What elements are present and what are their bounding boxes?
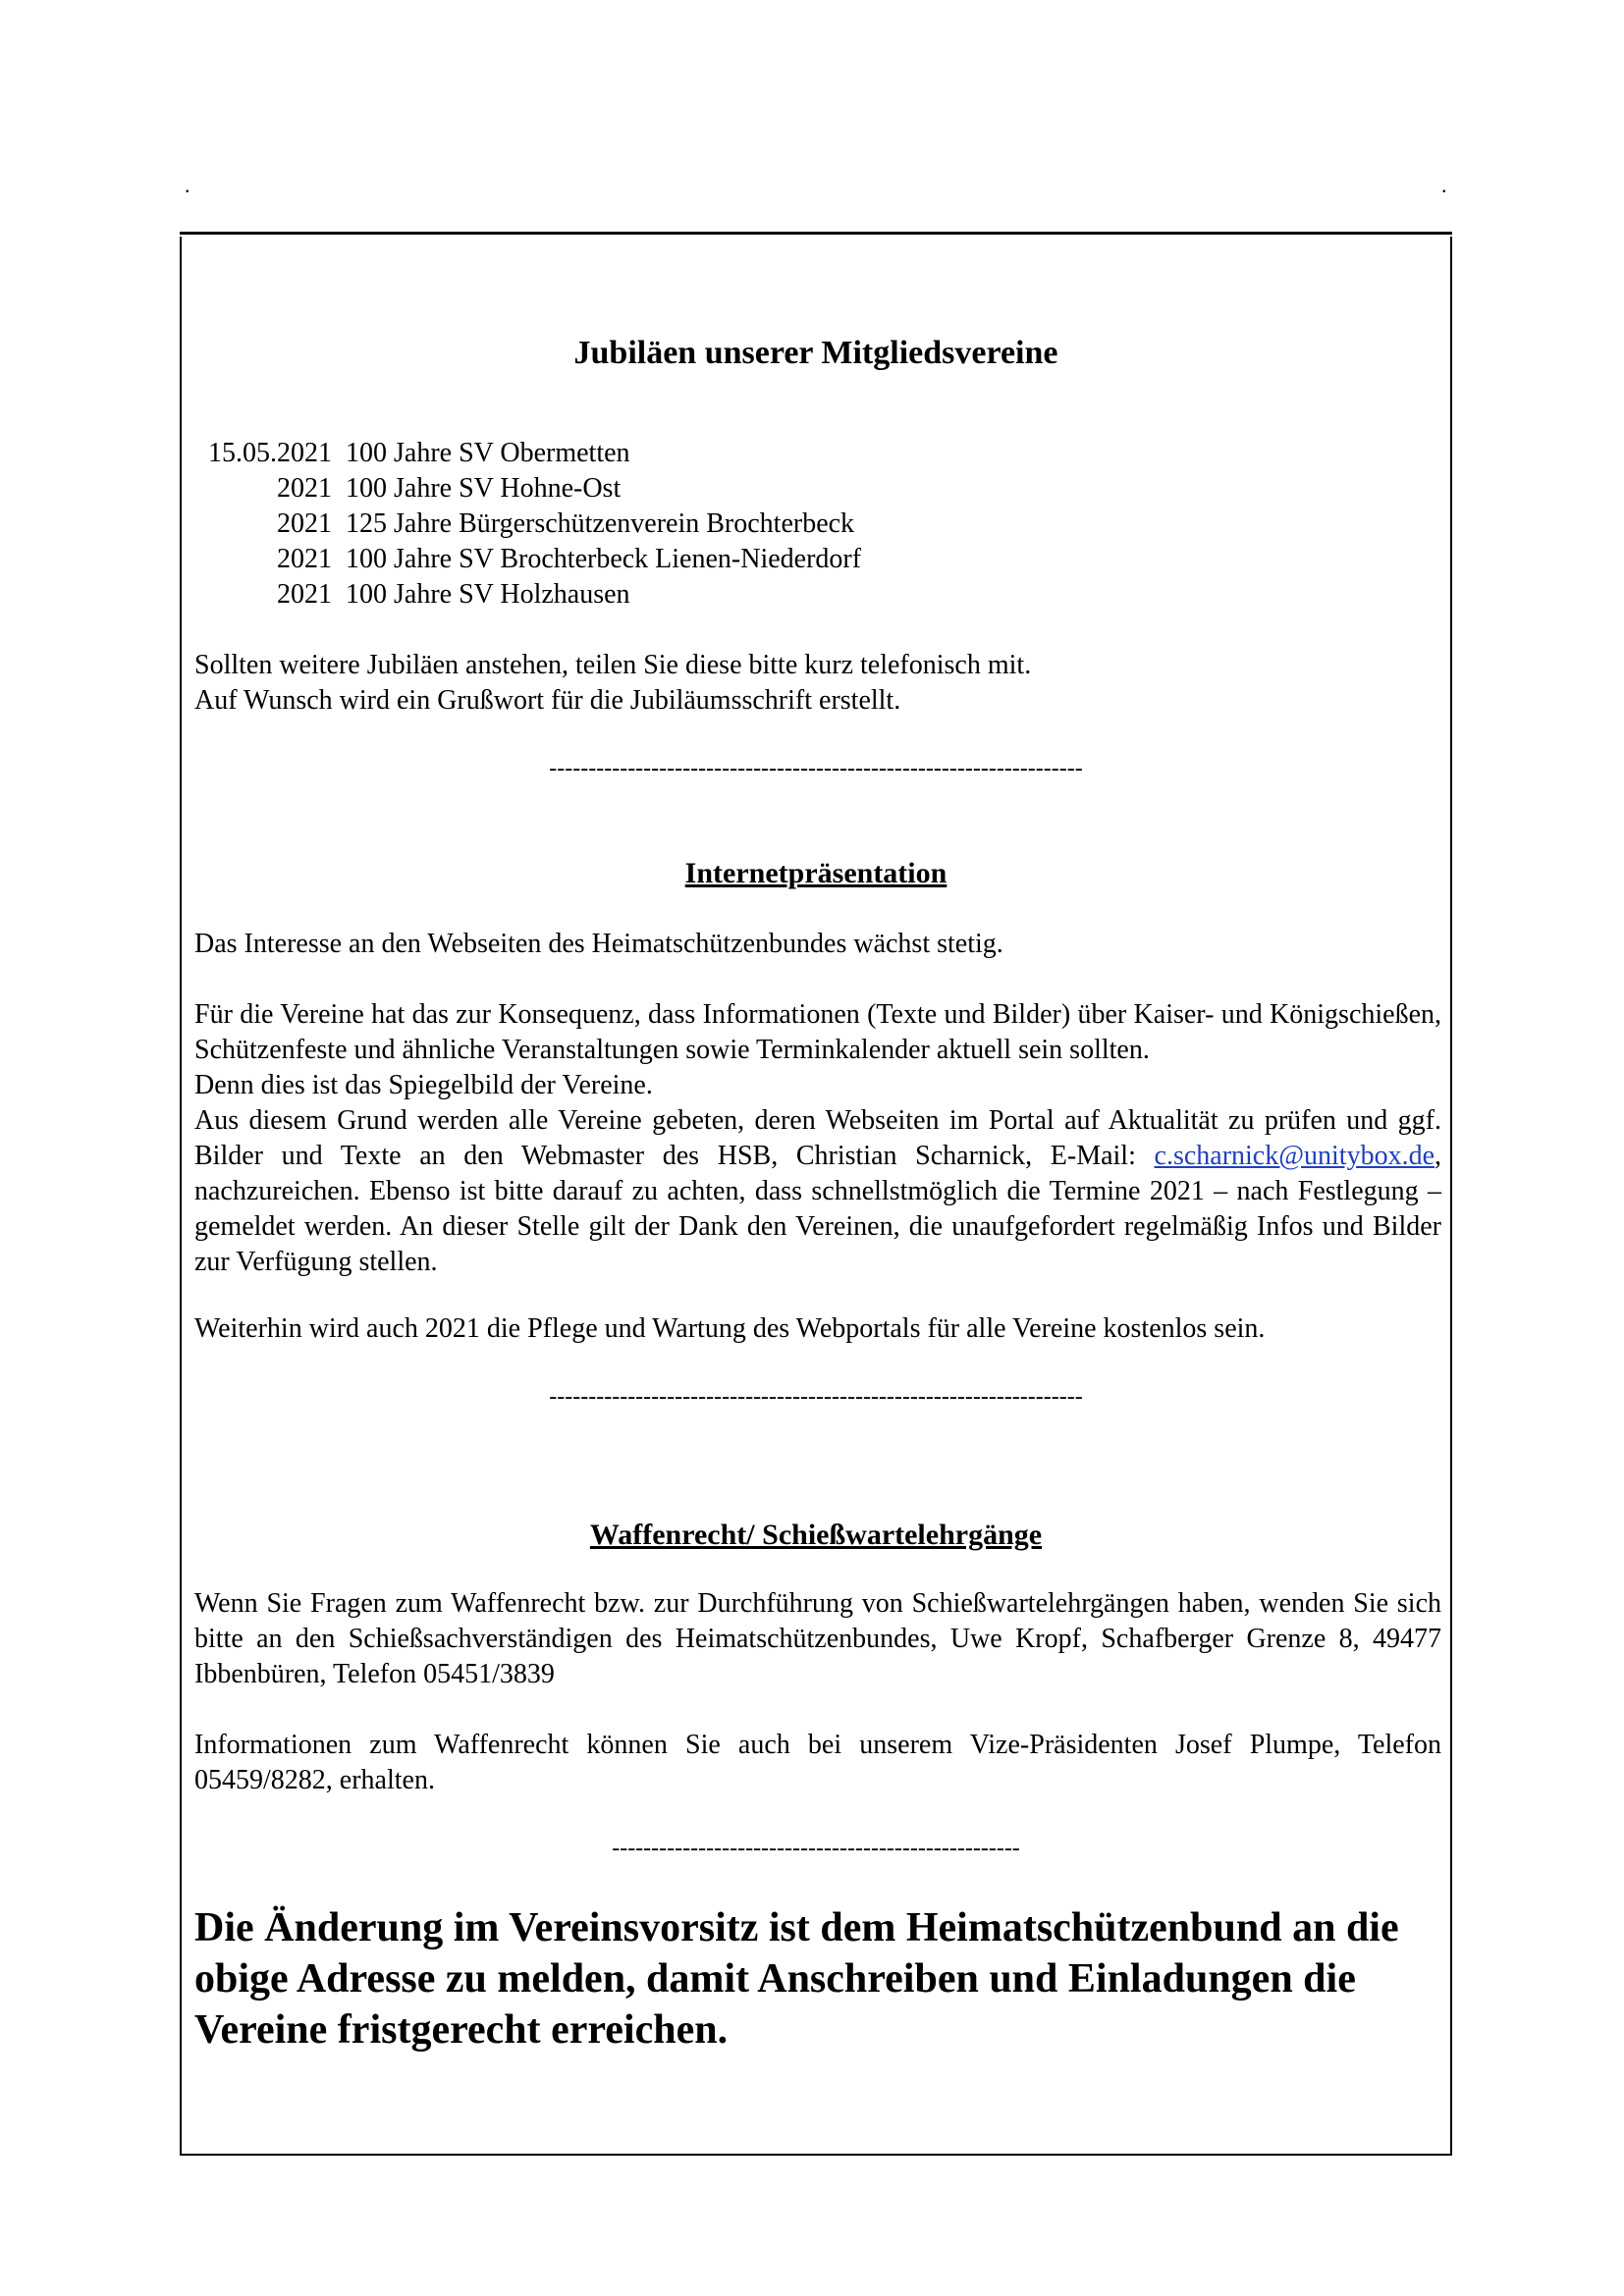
list-item: [194, 577, 861, 613]
jubilee-date: 15.05.2021: [208, 438, 332, 468]
internet-paragraph-4: Weiterhin wird auch 2021 die Pflege und Wartung des Webportals für alle Vereine kostenlos sein.: [194, 1313, 1266, 1344]
jubilee-date: 2021: [277, 508, 332, 539]
jubilee-date: 2021: [277, 473, 332, 504]
webmaster-email-link[interactable]: c.scharnick@unitybox.de: [1154, 1141, 1435, 1171]
list-item: [194, 542, 861, 577]
jubilee-date: 2021: [277, 544, 332, 574]
internet-paragraph-3: [194, 1103, 1441, 1280]
jubilee-text: 100 Jahre SV Brochterbeck Lienen-Niederdorf: [346, 544, 862, 574]
internet-paragraph-3-start: Aus diesem Grund werden alle Vereine gebeten, deren Webseiten im Portal auf Aktualität zu prüfen und ggf. Bilder und Texte an den Webmaster des HSB, Christian Scharnick, E-Mail:: [194, 1105, 1441, 1171]
list-item: [194, 507, 861, 542]
internet-paragraph-1: Das Interesse an den Webseiten des Heimatschützenbundes wächst stetig.: [194, 929, 1003, 959]
separator: --------------------------------------------------------------------: [549, 1384, 1083, 1410]
corner-dot-left: .: [185, 173, 190, 197]
jubilees-note-2: Auf Wunsch wird ein Grußwort für die Jubiläumsschrift erstellt.: [194, 685, 901, 716]
jubilee-date: 2021: [277, 579, 332, 610]
internet-paragraph-2b: Denn dies ist das Spiegelbild der Vereine.: [194, 1070, 653, 1100]
waffen-paragraph-2: Informationen zum Waffenrecht können Sie auch bei unserem Vize-Präsidenten Josef Plumpe, Telefon 05459/8282, erhalten.: [194, 1730, 1441, 1795]
jubilee-text: 100 Jahre SV Holzhausen: [346, 579, 630, 610]
list-item: [194, 436, 861, 471]
internet-paragraph-3-end: , nachzureichen. Ebenso ist bitte darauf zu achten, dass schnellstmöglich die Termine 2021 – nach Festlegung – gemeldet werden. An dieser Stelle gilt der Dank den Vereinen, die unaufgefordert regelmäßig Infos und Bilder zur Verfügung stellen.: [194, 1141, 1441, 1277]
jubilee-text: 100 Jahre SV Obermetten: [346, 438, 630, 468]
jubilee-text: 100 Jahre SV Hohne-Ost: [346, 473, 622, 504]
corner-dot-right: .: [1441, 173, 1447, 197]
jubilees-list: [194, 436, 861, 613]
separator: --------------------------------------------------------------------: [549, 756, 1083, 781]
waffen-heading: Waffenrecht/ Schießwartelehrgänge: [589, 1519, 1043, 1551]
internet-heading: Internetpräsentation: [684, 857, 947, 889]
jubilees-title: Jubiläen unserer Mitgliedsvereine: [573, 335, 1058, 371]
jubilee-text: 125 Jahre Bürgerschützenverein Brochterbeck: [346, 508, 855, 539]
jubilees-note-1: Sollten weitere Jubiläen anstehen, teilen Sie diese bitte kurz telefonisch mit.: [194, 650, 1032, 680]
internet-paragraph-2: Für die Vereine hat das zur Konsequenz, dass Informationen (Texte und Bilder) über Kaiser- und Königschießen, Schützenfeste und ähnliche Veranstaltungen sowie Terminkalender aktuell sein sollten.: [194, 999, 1441, 1065]
top-rule: [180, 232, 1452, 235]
separator: ----------------------------------------------------: [612, 1836, 1020, 1861]
list-item: [194, 471, 861, 507]
notice-text: Die Änderung im Vereinsvorsitz ist dem Heimatschützenbund an die obige Adresse zu melden, damit Anschreiben und Einladungen die Vereine fristgerecht erreichen.: [194, 1905, 1399, 2053]
waffen-paragraph-1: Wenn Sie Fragen zum Waffenrecht bzw. zur Durchführung von Schießwartelehrgängen haben, wenden Sie sich bitte an den Schießsachverständigen des Heimatschützenbundes, Uwe Kropf, Schafberger Grenze 8, 49477 Ibbenbüren, Telefon 05451/3839: [194, 1588, 1441, 1689]
